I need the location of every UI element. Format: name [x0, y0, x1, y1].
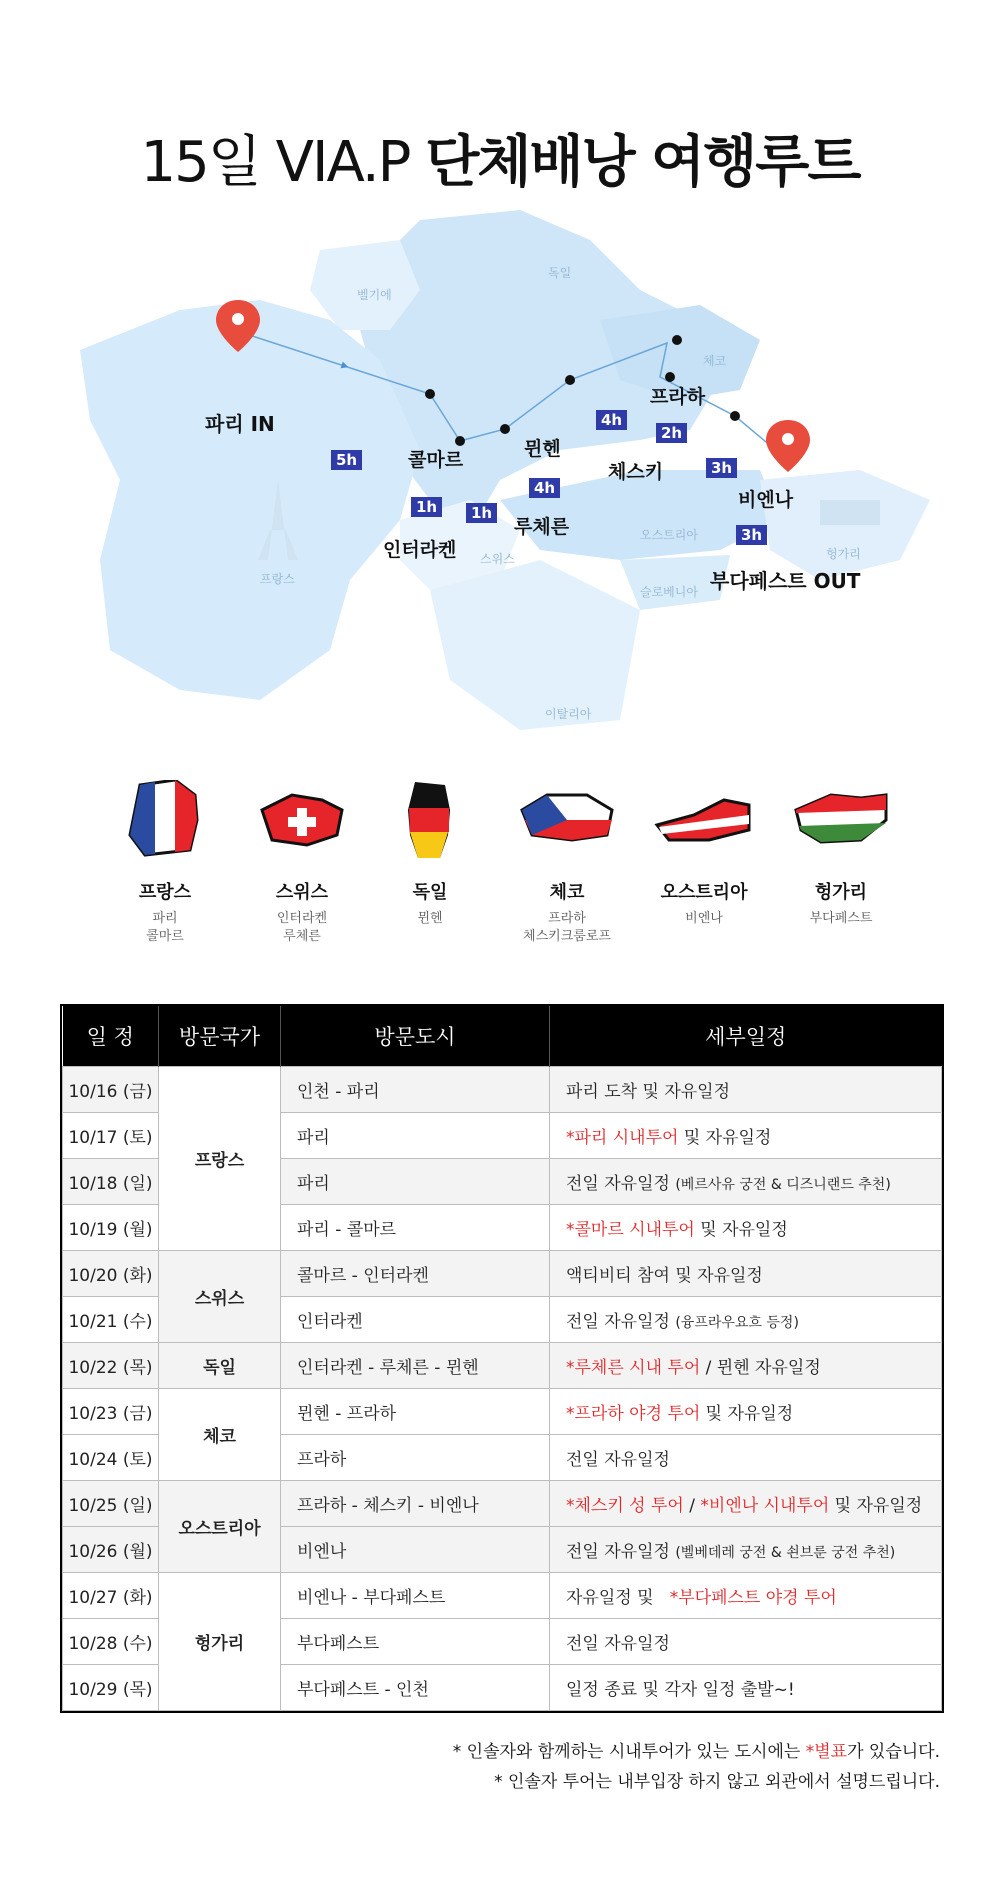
row-detail: [550, 1388, 942, 1434]
row-date: 10/22 (목): [63, 1342, 159, 1388]
footnote-text: 가 있습니다.: [847, 1742, 940, 1762]
map-background: [0, 200, 1000, 740]
parliament-icon: [820, 500, 880, 525]
row-country: 헝가리: [159, 1572, 281, 1710]
map-label-germany: 독일: [548, 266, 572, 280]
row-cities: 파리: [281, 1112, 550, 1158]
row-detail: [550, 1250, 942, 1296]
map-label-belgium: 벨기에: [357, 288, 392, 302]
detail-text: 전일 자유일정: [566, 1173, 676, 1194]
route-map: [0, 200, 1000, 740]
city-colmar: 콜마르: [408, 449, 464, 471]
footnote-highlight: *별표: [805, 1742, 848, 1762]
detail-text: 일정 종료 및 각자 일정 출발~!: [566, 1679, 795, 1700]
detail-note: (베르사유 궁전 & 디즈니랜드 추천): [675, 1176, 891, 1193]
detail-highlight: *프라하 야경 투어: [566, 1403, 701, 1424]
map-label-italy: 이탈리아: [545, 707, 592, 721]
row-detail: [550, 1664, 942, 1710]
row-date: 10/28 (수): [63, 1618, 159, 1664]
row-detail: [550, 1572, 942, 1618]
row-date: 10/29 (목): [63, 1664, 159, 1710]
flag-city: 부다페스트: [809, 911, 873, 926]
detail-highlight: *콜마르 시내투어: [566, 1219, 695, 1240]
table-row: [63, 1250, 942, 1296]
duration-badge: 2h: [656, 423, 687, 443]
row-cities: 비엔나 - 부다페스트: [281, 1572, 550, 1618]
row-date: 10/26 (월): [63, 1526, 159, 1572]
row-cities: 부다페스트: [281, 1618, 550, 1664]
duration-badge: 1h: [466, 503, 497, 523]
row-country: 스위스: [159, 1250, 281, 1342]
row-date: 10/21 (수): [63, 1296, 159, 1342]
row-date: 10/24 (토): [63, 1434, 159, 1480]
title-light: 15일 VIA.P: [140, 130, 410, 195]
flag-country-name: 헝가리: [814, 882, 868, 903]
france-flag-map-icon: [115, 780, 215, 860]
map-label-czech: 체코: [703, 354, 727, 368]
row-date: 10/18 (일): [63, 1158, 159, 1204]
detail-text: 전일 자유일정: [566, 1449, 670, 1470]
flag-country-cities: [360, 910, 500, 928]
row-detail: [550, 1480, 942, 1526]
footnote-text: * 인솔자와 함께하는 시내투어가 있는 도시에는: [452, 1742, 806, 1762]
row-cities: 파리 - 콜마르: [281, 1204, 550, 1250]
detail-text: 및 자유일정: [700, 1403, 794, 1424]
flag-city: 파리: [152, 911, 178, 926]
flag-item-austria: [634, 780, 774, 928]
row-country: 독일: [159, 1342, 281, 1388]
flag-city: 비엔나: [685, 911, 723, 926]
page-title: [0, 118, 1000, 198]
flag-city: 프라하: [548, 911, 586, 926]
switzerland-flag-map-icon: [252, 780, 352, 860]
detail-highlight: *루체른 시내 투어: [566, 1357, 701, 1378]
row-detail: [550, 1618, 942, 1664]
row-cities: 부다페스트 - 인천: [281, 1664, 550, 1710]
map-pin-icon: [766, 420, 810, 472]
flag-country-cities: [771, 910, 911, 928]
detail-highlight: *부다페스트 야경 투어: [669, 1587, 837, 1608]
czech-flag-map-icon: [517, 780, 617, 860]
detail-text: 및 자유일정: [678, 1127, 772, 1148]
flag-city: 루체른: [283, 929, 321, 944]
row-cities: 프라하: [281, 1434, 550, 1480]
detail-text: 및 자유일정: [829, 1495, 923, 1516]
schedule-table: [62, 1006, 942, 1711]
table-row: [63, 1480, 942, 1526]
row-date: 10/20 (화): [63, 1250, 159, 1296]
row-detail: [550, 1158, 942, 1204]
duration-badge: 4h: [596, 410, 627, 430]
row-cities: 뮌헨 - 프라하: [281, 1388, 550, 1434]
footnote-2: * 인솔자 투어는 내부입장 하지 않고 외관에서 설명드립니다.: [494, 1772, 940, 1792]
row-country: 체코: [159, 1388, 281, 1480]
map-italy-region: [430, 560, 640, 730]
flag-item-france: [95, 780, 235, 946]
detail-text: /: [683, 1495, 701, 1516]
detail-highlight: *파리 시내투어: [566, 1127, 679, 1148]
row-detail: [550, 1066, 942, 1112]
detail-text: 액티비티 참여 및 자유일정: [566, 1265, 763, 1286]
detail-note: (벨베데레 궁전 & 쇤브룬 궁전 추천): [675, 1544, 896, 1561]
flag-country-cities: [634, 910, 774, 928]
detail-highlight: *체스키 성 투어: [566, 1495, 684, 1516]
flag-city: 콜마르: [146, 929, 184, 944]
row-cities: 프라하 - 체스키 - 비엔나: [281, 1480, 550, 1526]
flag-country-cities: [232, 910, 372, 946]
city-cesky: 체스키: [608, 461, 664, 483]
flag-country-cities: [95, 910, 235, 946]
row-detail: [550, 1342, 942, 1388]
map-france-region: [80, 300, 420, 700]
table-row: [63, 1342, 942, 1388]
flag-city: 뮌헨: [417, 911, 443, 926]
row-detail: [550, 1434, 942, 1480]
duration-badge: 5h: [331, 450, 362, 470]
row-cities: 인천 - 파리: [281, 1066, 550, 1112]
city-prague: 프라하: [650, 386, 706, 408]
austria-flag-map-icon: [654, 780, 754, 860]
map-label-austria: 오스트리아: [640, 528, 698, 542]
row-date: 10/23 (금): [63, 1388, 159, 1434]
header-country: 방문국가: [159, 1006, 281, 1066]
footnotes: [453, 1737, 940, 1797]
flag-country-name: 체코: [549, 882, 585, 903]
row-country: 프랑스: [159, 1066, 281, 1250]
row-date: 10/19 (월): [63, 1204, 159, 1250]
row-detail: [550, 1526, 942, 1572]
table-row: [63, 1572, 942, 1618]
flag-country-name: 프랑스: [138, 882, 192, 903]
table-header-row: [63, 1006, 942, 1066]
row-detail: [550, 1112, 942, 1158]
map-label-france: 프랑스: [260, 572, 295, 586]
row-country: 오스트리아: [159, 1480, 281, 1572]
flag-item-germany: [360, 780, 500, 928]
map-label-hungary: 헝가리: [826, 547, 861, 561]
flag-city: 체스키크룸로프: [523, 929, 611, 944]
flag-country-name: 스위스: [275, 882, 329, 903]
row-cities: 파리: [281, 1158, 550, 1204]
detail-text: 전일 자유일정: [566, 1541, 676, 1562]
row-detail: [550, 1296, 942, 1342]
row-date: 10/16 (금): [63, 1066, 159, 1112]
flag-country-name: 오스트리아: [660, 882, 748, 903]
detail-highlight: *비엔나 시내투어: [700, 1495, 830, 1516]
row-cities: 콜마르 - 인터라켄: [281, 1250, 550, 1296]
duration-badge: 3h: [706, 458, 737, 478]
title-bold: 단체배낭 여행루트: [425, 130, 860, 195]
header-cities: 방문도시: [281, 1006, 550, 1066]
row-date: 10/25 (일): [63, 1480, 159, 1526]
row-detail: [550, 1204, 942, 1250]
row-date: 10/27 (화): [63, 1572, 159, 1618]
hungary-flag-map-icon: [791, 780, 891, 860]
detail-text: 및 자유일정: [694, 1219, 788, 1240]
duration-badge: 4h: [529, 478, 560, 498]
flag-city: 인터라켄: [276, 911, 328, 926]
country-flags: [0, 780, 1000, 960]
row-date: 10/17 (토): [63, 1112, 159, 1158]
detail-text: 파리 도착 및 자유일정: [566, 1081, 731, 1102]
header-date: 일 정: [63, 1006, 159, 1066]
map-label-slovenia: 슬로베니아: [640, 585, 698, 599]
city-budapest: 부다페스트 OUT: [710, 569, 861, 593]
detail-text: 전일 자유일정: [566, 1311, 676, 1332]
city-lucerne: 루체른: [514, 516, 570, 538]
row-cities: 비엔나: [281, 1526, 550, 1572]
city-munich: 뮌헨: [524, 438, 561, 460]
detail-note: (융프라우요흐 등정): [675, 1314, 799, 1331]
city-vienna: 비엔나: [738, 489, 794, 511]
duration-badge: 1h: [411, 497, 442, 517]
city-paris: 파리 IN: [205, 412, 275, 436]
row-cities: 인터라켄: [281, 1296, 550, 1342]
detail-text: 전일 자유일정: [566, 1633, 670, 1654]
detail-text: / 뮌헨 자유일정: [700, 1357, 821, 1378]
footnote-1: [453, 1737, 940, 1767]
detail-text: 자유일정 및: [566, 1587, 670, 1608]
row-cities: 인터라켄 - 루체른 - 뮌헨: [281, 1342, 550, 1388]
flag-country-cities: [497, 910, 637, 946]
flag-item-switzerland: [232, 780, 372, 946]
city-interlaken: 인터라켄: [383, 539, 457, 561]
flag-item-czech: [497, 780, 637, 946]
table-row: [63, 1388, 942, 1434]
table-row: [63, 1066, 942, 1112]
header-detail: 세부일정: [550, 1006, 942, 1066]
flag-country-name: 독일: [412, 882, 448, 903]
map-label-switzerland: 스위스: [480, 552, 515, 566]
germany-flag-map-icon: [380, 780, 480, 860]
duration-badge: 3h: [736, 525, 767, 545]
flag-item-hungary: [771, 780, 911, 928]
